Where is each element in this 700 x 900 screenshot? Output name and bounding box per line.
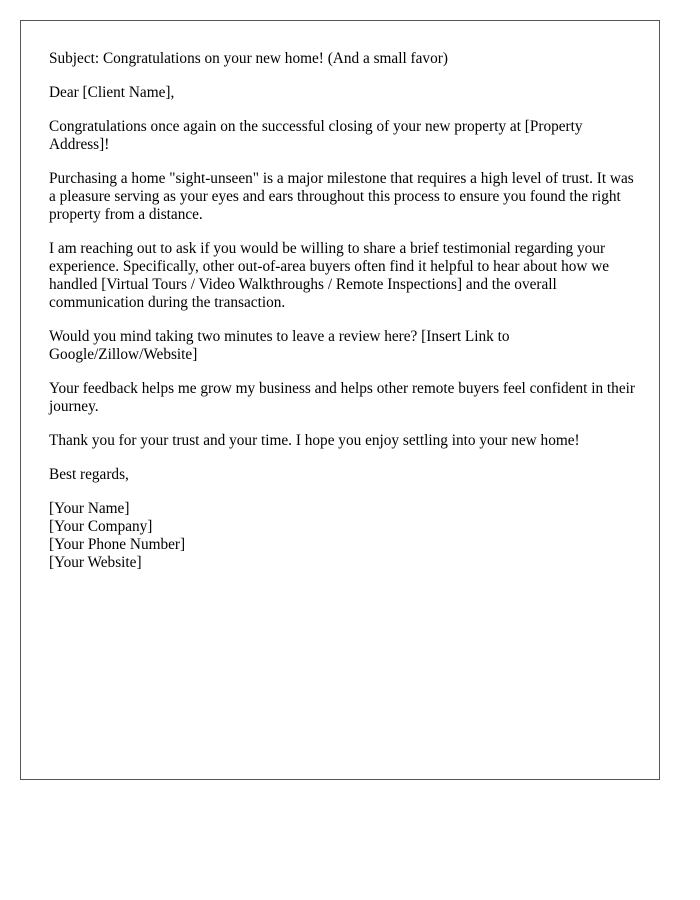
letter-body	[49, 50, 639, 572]
letter-paragraph-thanks: Thank you for your trust and your time. I hope you enjoy settling into your new home!	[49, 432, 580, 449]
signature-block	[49, 500, 639, 572]
letter-greeting: Dear [Client Name],	[49, 84, 175, 101]
letter-paragraph-review-link: Would you mind taking two minutes to leave a review here? [Insert Link to Google/Zillow/Website]	[49, 328, 510, 363]
letter-frame	[20, 20, 660, 780]
signature-company: [Your Company]	[49, 518, 153, 535]
signature-name: [Your Name]	[49, 500, 130, 517]
signature-phone: [Your Phone Number]	[49, 536, 186, 553]
letter-closing: Best regards,	[49, 466, 129, 483]
signature-website: [Your Website]	[49, 554, 142, 571]
letter-paragraph-testimonial-request: I am reaching out to ask if you would be willing to share a brief testimonial regarding your experience. Specifically, other out-of-area buyers often find it helpful to hear about how we handled [Virtual Tours / Video Walkthroughs / Remote Inspections] and the overall communication during the transaction.	[49, 240, 610, 311]
letter-paragraph-feedback: Your feedback helps me grow my business and helps other remote buyers feel confident in their journey.	[49, 380, 635, 415]
letter-subject: Subject: Congratulations on your new home! (And a small favor)	[49, 50, 448, 67]
letter-paragraph-closing-congrats: Congratulations once again on the successful closing of your new property at [Property Address]!	[49, 118, 583, 153]
letter-paragraph-trust: Purchasing a home "sight-unseen" is a major milestone that requires a high level of trust. It was a pleasure serving as your eyes and ears throughout this process to ensure you found the right property from a distance.	[49, 170, 634, 223]
